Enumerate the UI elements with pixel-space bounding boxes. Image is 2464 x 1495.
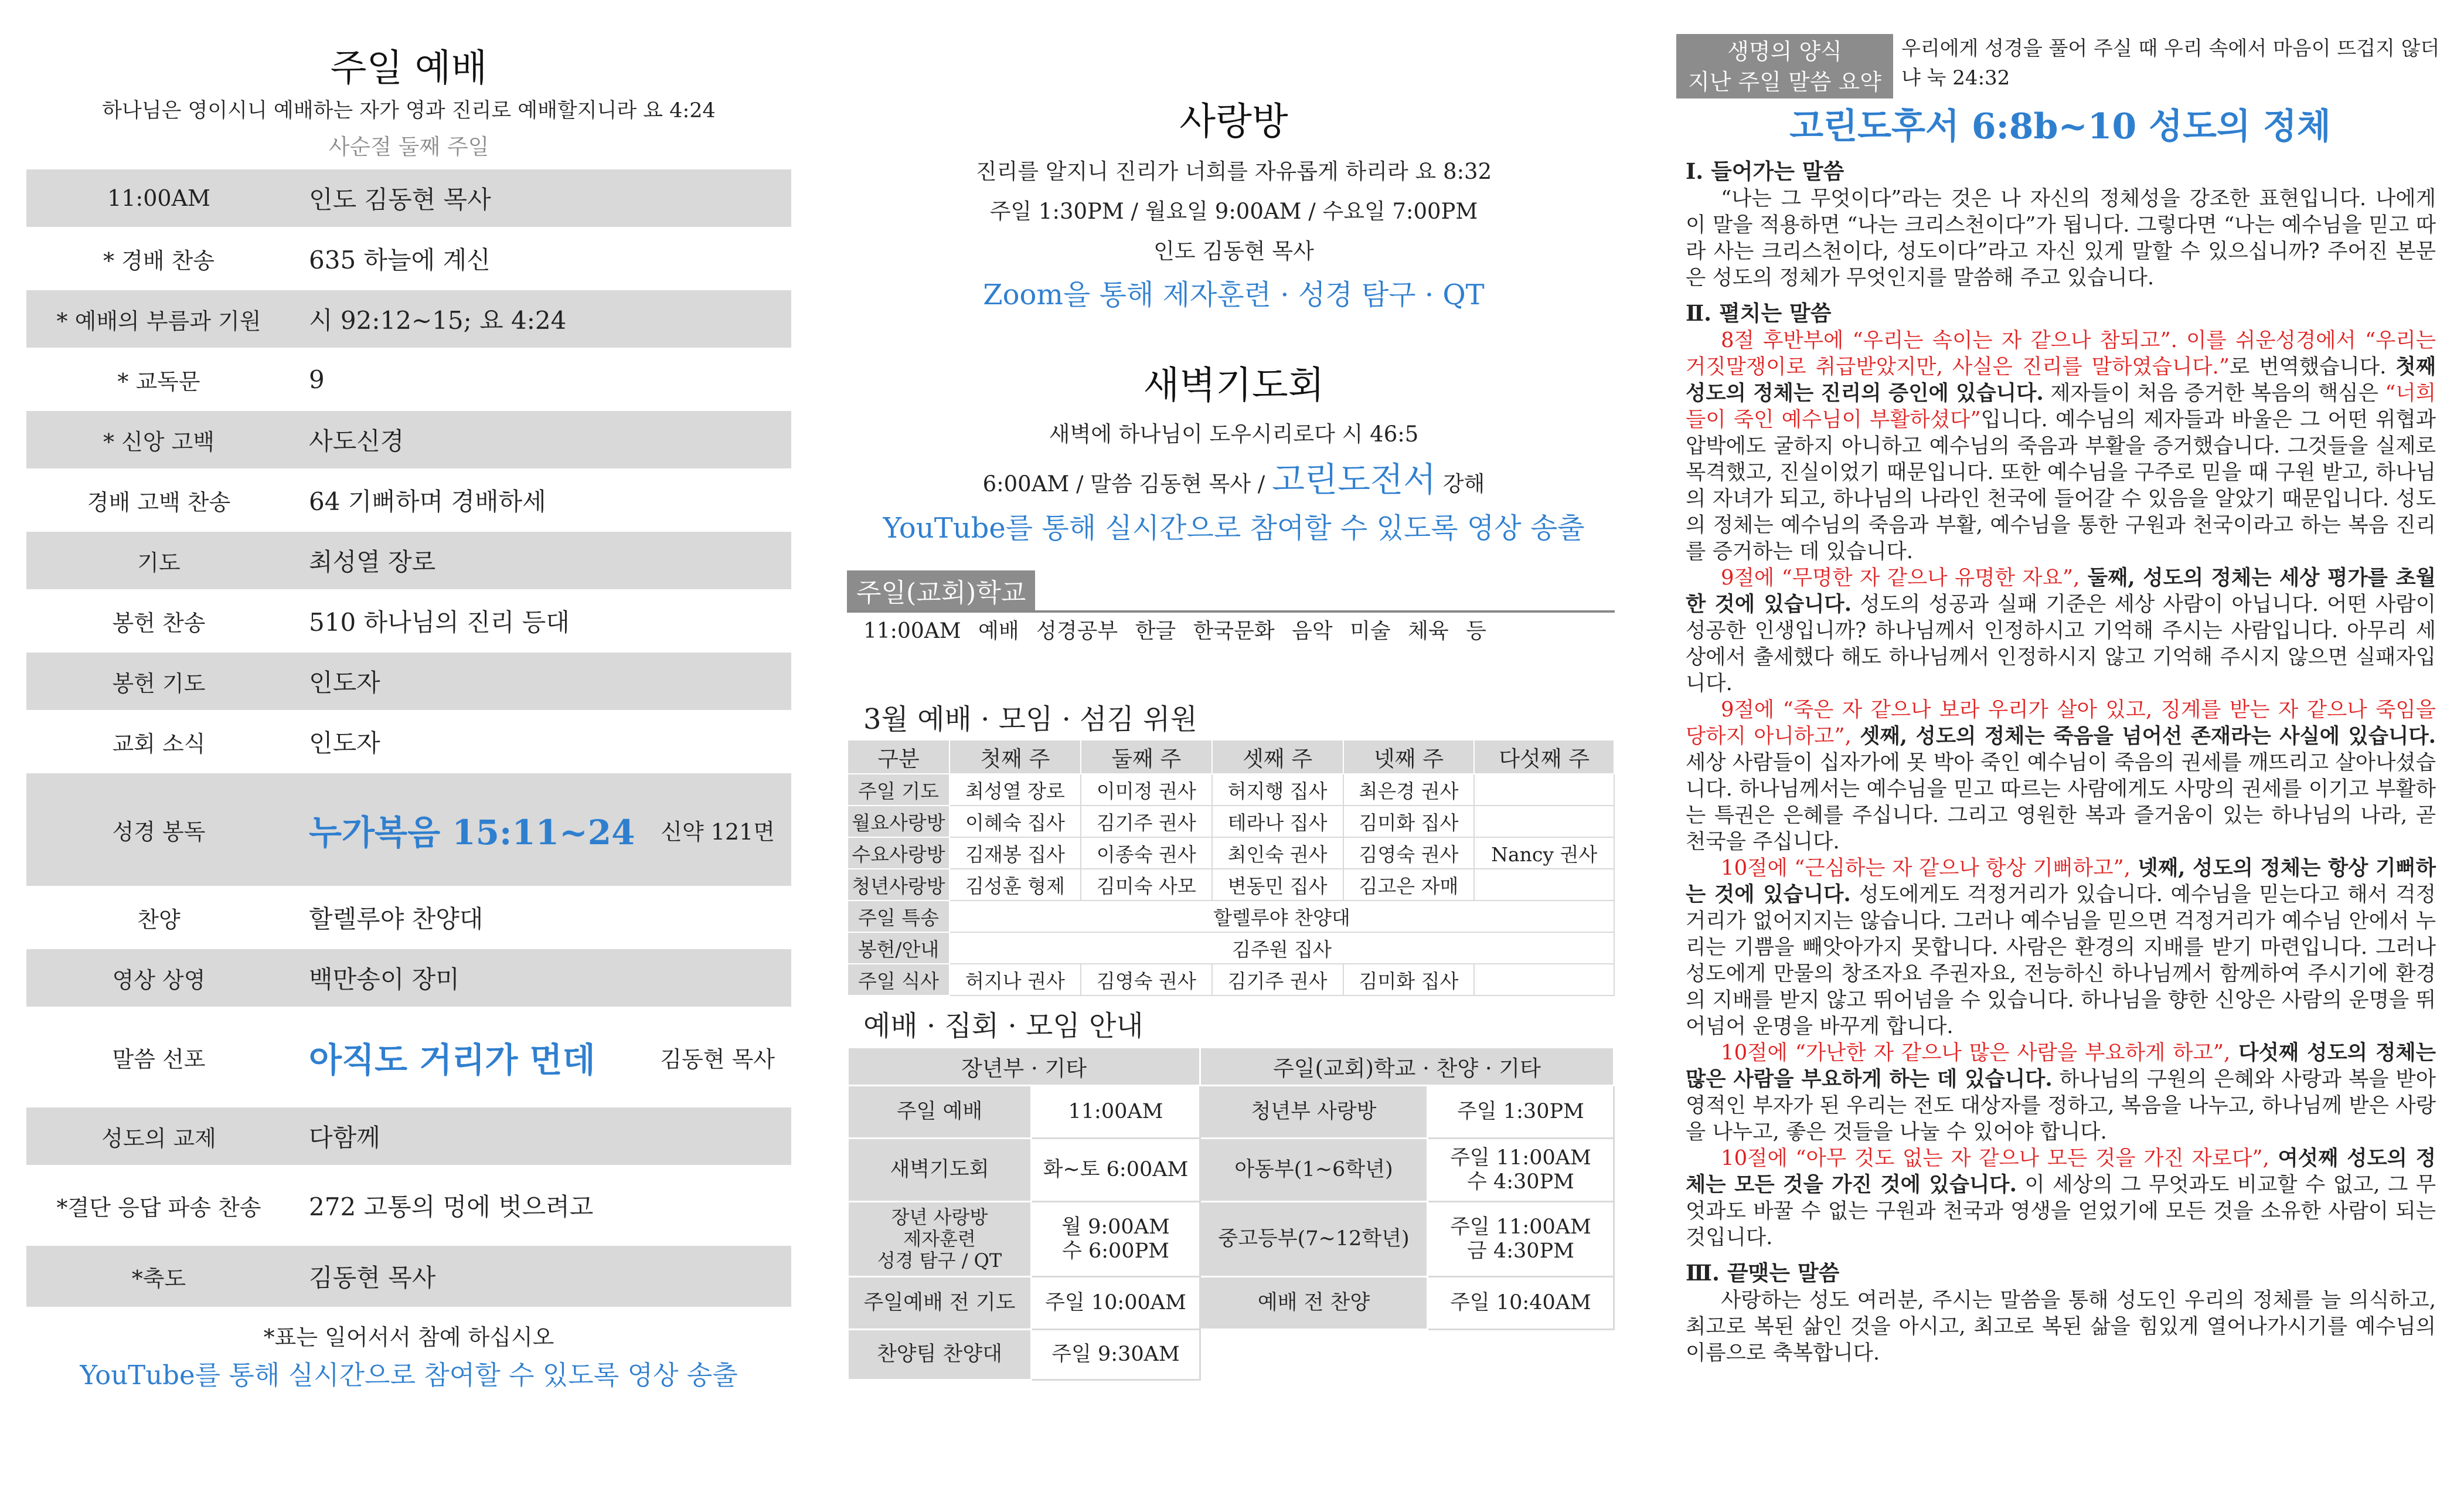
dawn-prayer-verse: 새벽에 하나님이 도우시리로다 시 46:5 (1049, 422, 1419, 447)
order-row-sermon (26, 1007, 791, 1107)
point-three-paragraph: 9절에 “죽은 자 같으나 보라 우리가 살아 있고, 징계를 받는 자 같으나 죽임을 당하지 아니하고”, 셋째, 성도의 정체는 죽음을 넘어선 존재라는 사실에 있습니다. 세상 사람들이 십자가에 못 박아 죽인 예수님이 죽음의 권세를 깨뜨리고 살아나셨습니다. 하나님께서는 예수님을 믿고 따르는 사람에게도 사망의 권세를 이기고 부활하는 특권은 은혜를 주십니다. 그리고 영원한 복과 즐거움이 있는 하나님의 나라, 곧 천국을 주십니다. (1686, 698, 2436, 854)
sermon-summary-column (1676, 0, 2444, 1366)
committee-table (847, 739, 1615, 996)
section-heading-body: Ⅱ. 펼치는 말씀 (1686, 300, 1832, 326)
point-five-paragraph: 10절에 “가난한 자 같으나 많은 사람을 부요하게 하고”, 다섯째 성도의 정체는 많은 사람을 부요하게 하는 데 있습니다. 하나님의 구원의 은혜와 사랑과 복을 받아 영적인 부자가 된 우리는 전도 대상자를 정하고, 복음을 나누고, 하나님께 받은 사랑을 나누고, 좋은 것들을 나눌 수 있어야 합니다. (1686, 1041, 2436, 1144)
order-value: 인도자 (309, 729, 380, 757)
order-label: * 경배 찬송 (103, 247, 215, 274)
order-label: * 신앙 고백 (103, 429, 215, 455)
table-row: 월요사랑방 이혜숙 집사 김기주 권사 테라나 집사 김미화 집사 (848, 806, 1614, 837)
order-value: 인도자 (309, 668, 380, 697)
order-label: 말씀 선포 (112, 1046, 206, 1072)
point-two-paragraph: 9절에 “무명한 자 같으나 유명한 자요”, 둘째, 성도의 정체는 세상 평가를 초월한 것에 있습니다. 성도의 성공과 실패 기준은 세상 사람이 아닙니다. 어떤 사람이 성공한 인생입니까? 하나님께서 인정하시고 기억해 주시는 사람입니다. 아무리 세상에서 출세했다 해도 하나님께서 인정하시지 않고 기억해 주시지 않으면 실패자입니다. (1686, 566, 2436, 695)
order-label: 11:00AM (107, 185, 210, 211)
dawn-youtube-notice: YouTube를 통해 실시간으로 참여할 수 있도록 영상 송출 (883, 512, 1585, 545)
order-value: 할렐루야 찬양대 (309, 905, 484, 933)
section-heading-closing: Ⅲ. 끝맺는 말씀 (1686, 1260, 1840, 1286)
sarangbang-times: 주일 1:30PM / 월요일 9:00AM / 수요일 7:00PM (989, 199, 1478, 224)
sarangbang-leader: 인도 김동현 목사 (1153, 239, 1314, 264)
order-row-offering-hymn (26, 589, 791, 653)
order-row-closing-hymn (26, 1165, 791, 1246)
standing-note: *표는 일어서서 참예 하십시오 (263, 1324, 554, 1350)
point-four-paragraph: 10절에 “근심하는 자 같으나 항상 기뻐하고”, 넷째, 성도의 정체는 항상 기뻐하는 것에 있습니다. 성도에게도 걱정거리가 있습니다. 예수님을 믿는다고 해서 걱정거리가 없어지지는 않습니다. 그러나 예수님을 믿으면 걱정거리가 예수님 안에서 누리는 기쁨을 빼앗아가지 못합니다. 사람은 환경의 지배를 받기 마련입니다. 그러나 성도에게 만물의 창조자요 주권자요, 전능하신 하나님께서 함께하여 주시기에 환경의 지배를 받지 않고 뛰어넘을 수 있습니다. 하나님을 향한 신앙은 사람의 운명을 뛰어넘어 운명을 바꾸게 합니다. (1686, 856, 2436, 1038)
sermon-summary-verse: 우리에게 성경을 풀어 주실 때 우리 속에서 마음이 뜨겁지 않더냐 눅 24:32 (1901, 37, 2440, 90)
order-label: 성경 봉독 (112, 818, 206, 845)
schedule-title: 예배 · 집회 · 모임 안내 (863, 1010, 1143, 1042)
table-row: 주일 특송 할렐루야 찬양대 (848, 901, 1614, 932)
youtube-notice: YouTube를 통해 실시간으로 참여할 수 있도록 영상 송출 (80, 1360, 738, 1391)
scripture-reference: 누가복음 15:11~24 (309, 813, 635, 852)
worship-order-column (26, 0, 791, 1396)
schedule-table (847, 1046, 1615, 1381)
order-value: 백만송이 장미 (309, 965, 460, 994)
info-column (847, 0, 1621, 1381)
sarangbang-verse: 진리를 알지니 진리가 너희를 자유롭게 하리라 요 8:32 (975, 159, 1492, 184)
order-row-praise-hymn (26, 468, 791, 532)
table-row: 주일예배 전 기도 주일 10:00AM 예배 전 찬양 주일 10:40AM (848, 1277, 1614, 1330)
dawn-prayer-title: 새벽기도회 (1143, 364, 1325, 407)
table-row: 주일 기도 최성열 장로 이미정 권사 허지행 집사 최은경 권사 (848, 774, 1614, 806)
worship-subtitle: 사순절 둘째 주일 (328, 134, 489, 159)
table-row: 새벽기도회 화~토 6:00AM 아동부(1~6학년) 주일 11:00AM 수 4:30PM (848, 1139, 1614, 1202)
sunday-school-label: 주일(교회)학교 (847, 570, 1035, 610)
order-value: 9 (309, 365, 325, 394)
order-label: 성도의 교제 (101, 1125, 216, 1151)
closing-paragraph: 사랑하는 성도 여러분, 주시는 말씀을 통해 성도인 우리의 정체를 늘 의식하고, 최고로 복된 삶인 것을 아시고, 최고로 복된 삶을 힘있게 열어나가시기를 예수님의 이름으로 축복합니다. (1686, 1288, 2436, 1365)
order-row-scripture (26, 773, 791, 886)
order-value: 시 92:12~15; 요 4:24 (309, 306, 567, 335)
dawn-prayer-book: 고린도전서 (1272, 460, 1437, 500)
schedule-header-row: 장년부 · 기타 주일(교회)학교 · 찬양 · 기타 (848, 1048, 1614, 1086)
order-value: 인도 김동현 목사 (309, 185, 491, 214)
table-row: 찬양팀 찬양대 주일 9:30AM (848, 1330, 1614, 1380)
order-value: 사도신경 (309, 427, 404, 456)
order-label: 경배 고백 찬송 (87, 489, 231, 515)
zoom-notice: Zoom을 통해 제자훈련 · 성경 탐구 · QT (983, 278, 1485, 311)
order-value: 다함께 (309, 1123, 380, 1152)
table-row: 청년사랑방 김성훈 형제 김미숙 사모 변동민 집사 김고은 자매 (848, 869, 1614, 901)
order-label: * 교독문 (117, 368, 200, 395)
order-value: 김동현 목사 (309, 1263, 436, 1292)
sermon-summary-header (1676, 34, 2444, 98)
sermon-summary-title: 고린도후서 6:8b~10 성도의 정체 (1789, 106, 2331, 147)
order-row-opening-hymn (26, 227, 791, 290)
order-value: 최성열 장로 (309, 548, 436, 576)
order-row-announcements (26, 710, 791, 773)
order-label: *결단 응답 파송 찬송 (56, 1194, 261, 1221)
order-value: 510 하나님의 진리 등대 (309, 608, 570, 637)
dawn-prayer-time: 6:00AM / 말씀 김동현 목사 / 고린도전서 강해 (982, 460, 1485, 500)
sunday-school-header (847, 570, 1615, 613)
order-label: 기도 (137, 549, 181, 576)
section-heading-intro: Ⅰ. 들어가는 말씀 (1686, 158, 1844, 184)
order-row-call-to-worship (26, 290, 791, 348)
order-label: * 예배의 부름과 기원 (56, 308, 261, 334)
preacher-name: 김동현 목사 (660, 1046, 775, 1072)
order-label: *축도 (131, 1265, 186, 1292)
table-row: 봉헌/안내 김주원 집사 (848, 932, 1614, 964)
order-row-responsive-reading (26, 348, 791, 411)
table-row: 수요사랑방 김재봉 집사 이종숙 권사 최인숙 권사 김영숙 권사 Nancy 권사 (848, 837, 1614, 869)
order-label: 교회 소식 (112, 730, 206, 757)
worship-title: 주일 예배 (330, 47, 488, 90)
order-row-creed (26, 411, 791, 468)
order-row-prayer (26, 532, 791, 589)
table-row: 주일 식사 허지나 권사 김영숙 권사 김기주 권사 김미화 집사 (848, 964, 1614, 995)
point-six-paragraph: 10절에 “아무 것도 없는 자 같으나 모든 것을 가진 자로다”, 여섯째 성도의 정체는 모든 것을 가진 것에 있습니다. 이 세상의 그 무엇과도 비교할 수 없고, 그 무엇과도 바꿀 수 없는 구원과 천국과 영생을 얻었기에 모든 것을 소유한 사람이 되는 것입니다. (1686, 1146, 2436, 1249)
order-row-benediction (26, 1246, 791, 1307)
point-one-paragraph: 8절 후반부에 “우리는 속이는 자 같으나 참되고”. 이를 쉬운성경에서 “우리는 거짓말쟁이로 취급받았지만, 사실은 진리를 말하였습니다.”로 번역했습니다. 첫째 성도의 정체는 진리의 증인에 있습니다. 제자들이 처음 증거한 복음의 핵심은 “너희들이 죽인 예수님이 부활하셨다”입니다. 예수님의 제자들과 바울은 그 어떤 위협과 압박에도 굴하지 아니하고 예수님의 죽음과 부활을 증거했습니다. 그것들을 실제로 목격했고, 진실이었기 때문입니다. 또한 예수님을 구주로 믿을 때 구원 받고, 하나님의 자녀가 되고, 하나님의 나라인 천국에 들어갈 수 있음을 알았기 때문입니다. 성도의 정체는 예수님의 죽음과 부활, 예수님을 통한 구원과 천국이라고 하는 복음 진리를 증거하는 데 있습니다. (1686, 328, 2436, 563)
worship-verse: 하나님은 영이시니 예배하는 자가 영과 진리로 예배할지니라 요 4:24 (102, 99, 716, 123)
scripture-page: 신약 121면 (661, 818, 775, 845)
committee-title: 3월 예배 · 모임 · 섬김 위원 (863, 703, 1197, 736)
table-row: 주일 예배 11:00AM 청년부 사랑방 주일 1:30PM (848, 1086, 1614, 1139)
order-label: 찬양 (137, 906, 181, 933)
order-row-fellowship (26, 1107, 791, 1165)
sermon-title: 아직도 거리가 먼데 (309, 1040, 595, 1080)
order-label: 영상 상영 (112, 967, 206, 993)
order-label: 봉헌 찬송 (112, 610, 206, 636)
intro-paragraph: “나는 그 무엇이다”라는 것은 나 자신의 정체성을 강조한 표현입니다. 나에게 이 말을 적용하면 “나는 크리스천이다”가 됩니다. 그렇다면 “나는 예수님을 믿고 따라 사는 크리스천이다, 성도이다”라고 자신 있게 말할 수 있으십니까? 주어진 본문은 성도의 정체가 무엇인지를 말씀해 주고 있습니다. (1686, 186, 2436, 290)
order-value: 272 고통의 멍에 벗으려고 (309, 1192, 594, 1221)
sermon-summary-tag: 생명의 양식 지난 주일 말씀 요약 (1676, 34, 1893, 98)
sunday-school-programs: 11:00AM 예배 성경공부 한글 한국문화 음악 미술 체육 등 (863, 619, 1486, 643)
table-row: 장년 사랑방 제자훈련 성경 탐구 / QT 월 9:00AM 수 6:00PM 중고등부(7~12학년) 주일 11:00AM 금 4:30PM (848, 1202, 1614, 1277)
order-row-video (26, 949, 791, 1007)
order-value: 635 하늘에 계신 (309, 246, 491, 274)
order-row-choir (26, 886, 791, 949)
order-value: 64 기뻐하며 경배하세 (309, 487, 546, 516)
sarangbang-title: 사랑방 (1179, 100, 1288, 144)
order-row-time (26, 169, 791, 227)
order-label: 봉헌 기도 (112, 670, 206, 696)
order-row-offering-prayer (26, 653, 791, 710)
committee-header-row: 구분 첫째 주 둘째 주 셋째 주 넷째 주 다섯째 주 (848, 740, 1614, 774)
